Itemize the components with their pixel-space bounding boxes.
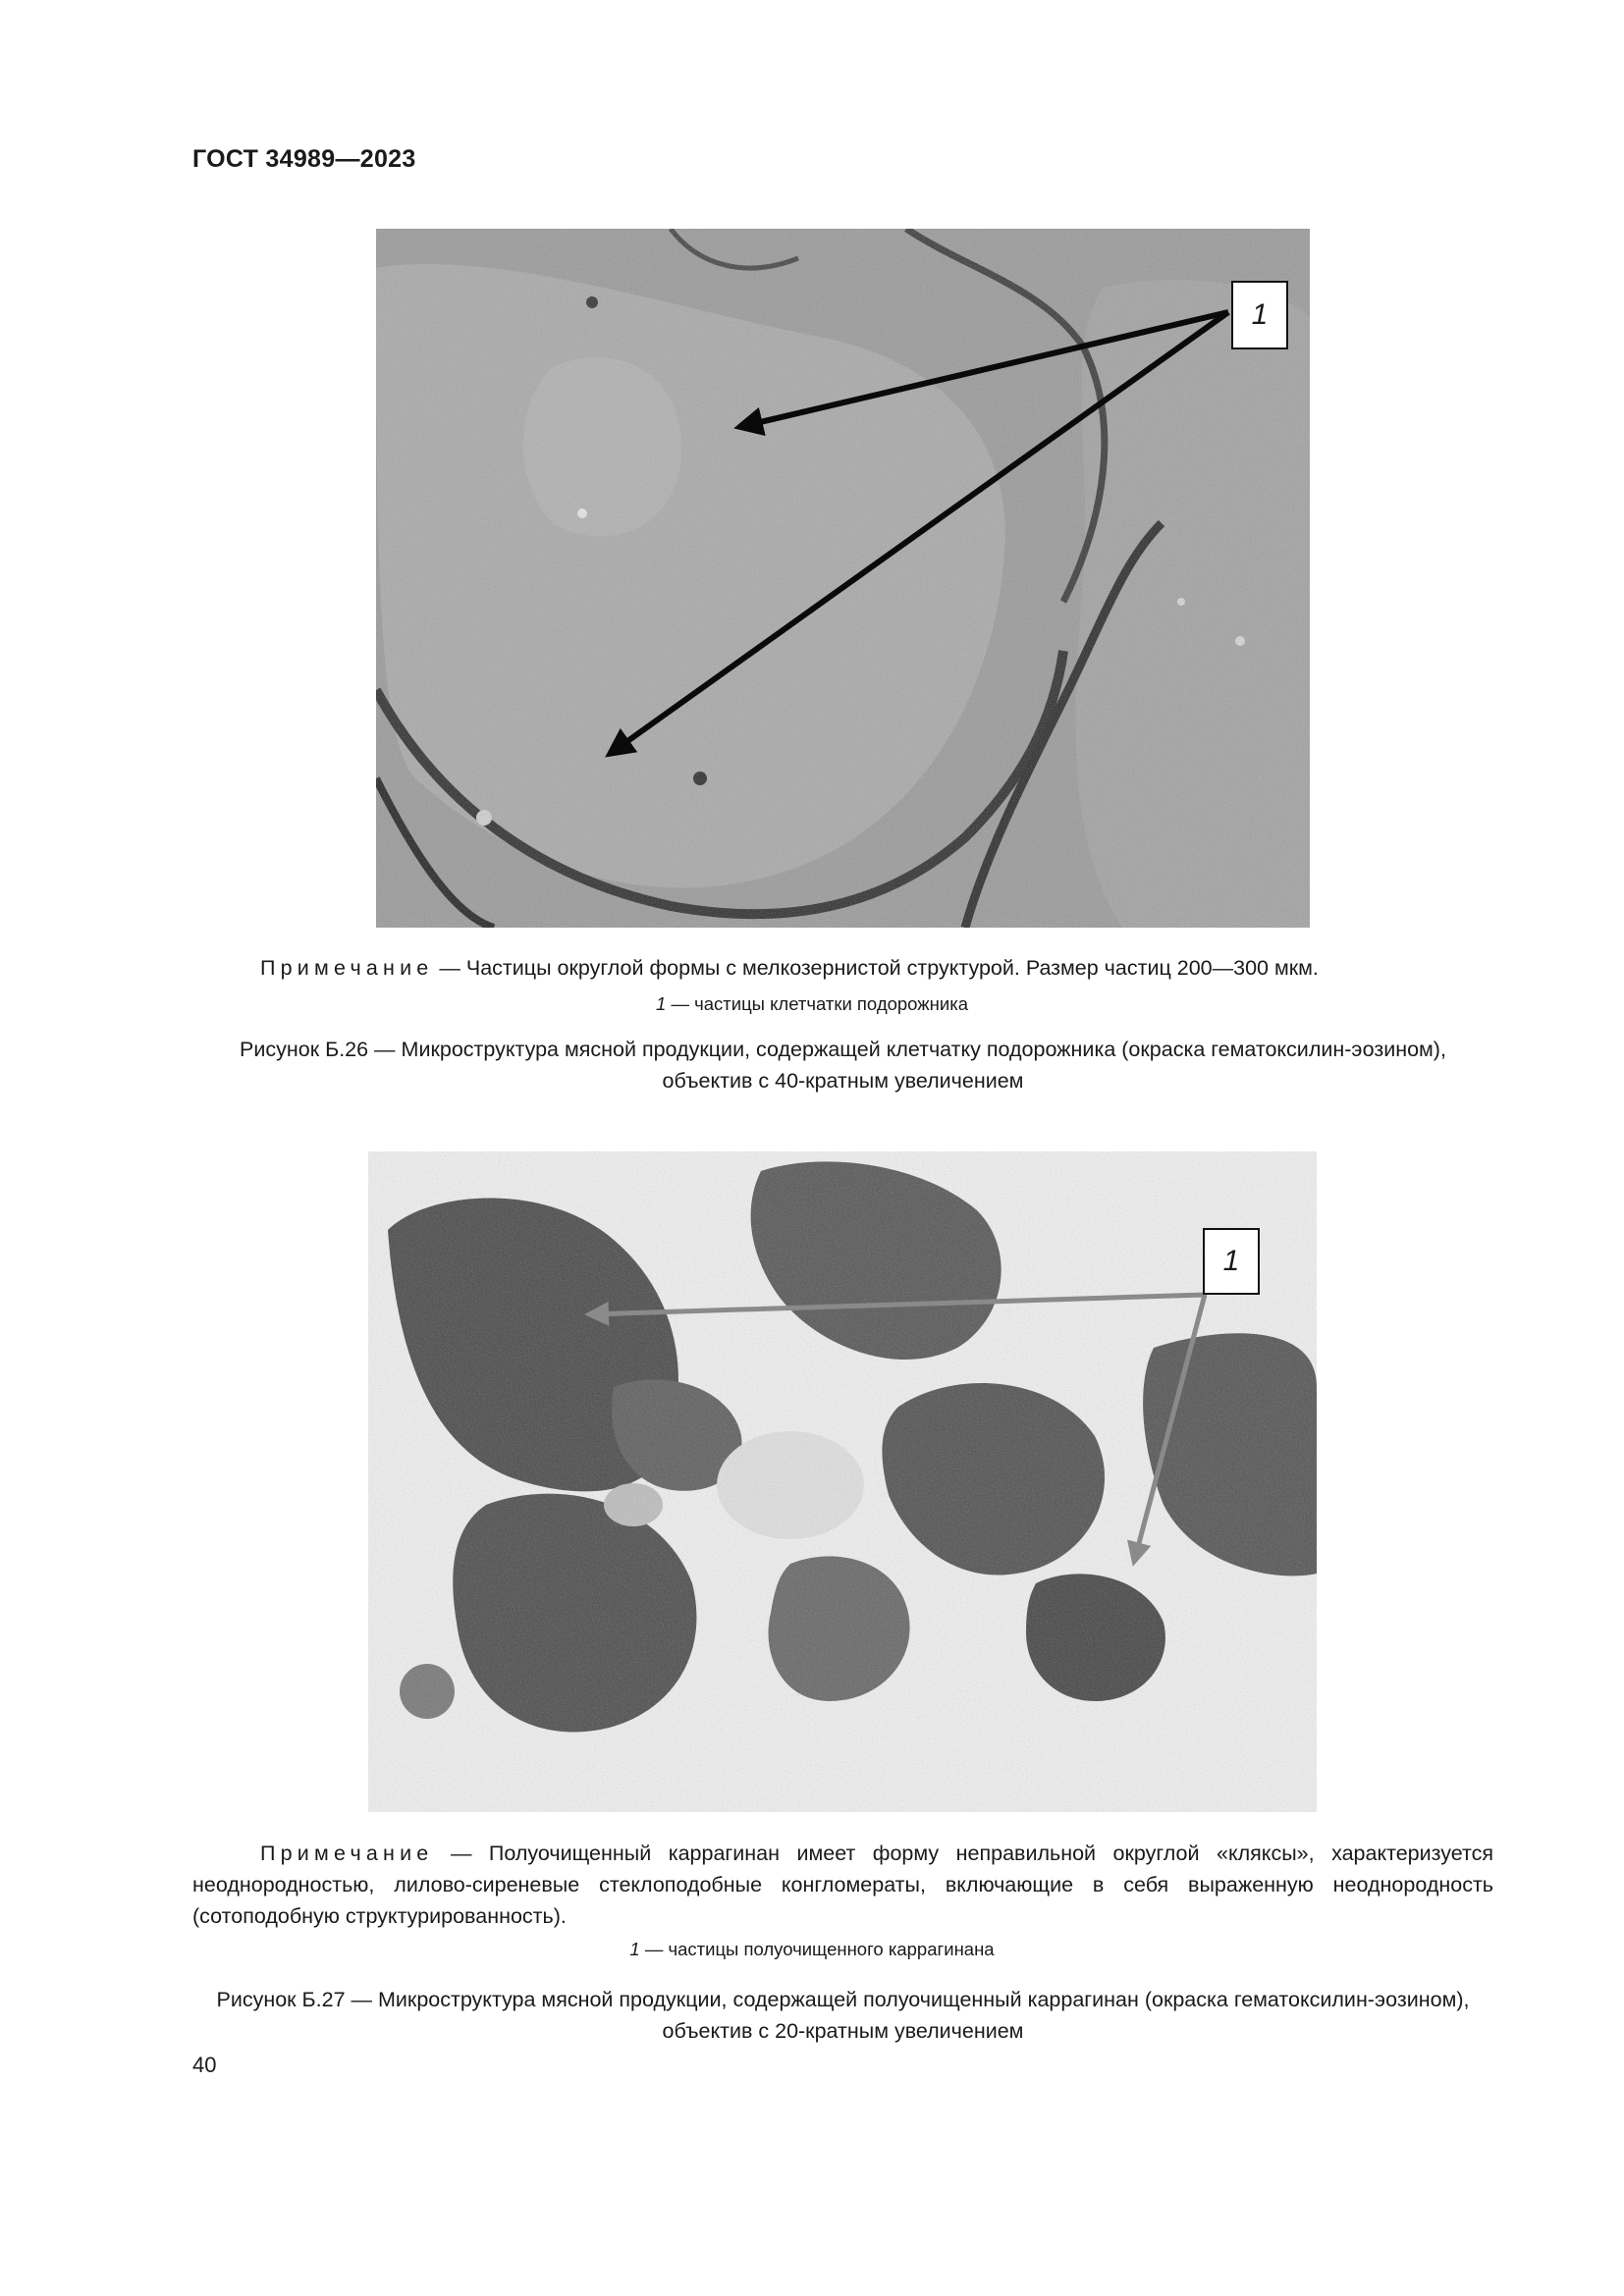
callout-label-1: 1 xyxy=(1203,1228,1260,1295)
figure-caption-b27: Рисунок Б.27 — Микроструктура мясной продукции, содержащей полуочищенный каррагинан (окраска гематоксилин-эозином), объектив с 20-кратным увеличением xyxy=(216,1988,1470,2043)
note-text: — Частицы округлой формы с мелкозернистой структурой. Размер частиц 200—300 мкм. xyxy=(433,956,1319,980)
micrograph-plantain-fiber xyxy=(376,229,1310,928)
legend-number: 1 xyxy=(629,1939,640,1959)
figure-note-1 xyxy=(260,952,1497,984)
legend-text: — частицы полуочищенного каррагинана xyxy=(639,1939,995,1959)
note-text: — Полуочищенный каррагинан имеет форму неправильной округлой «кляксы», характеризуется неоднородностью, лилово-сиреневые стеклоподобные конгломераты, включающие в себя выраженную неоднородность (сотоподобную структурированность). xyxy=(192,1842,1493,1928)
document-header: ГОСТ 34989—2023 xyxy=(192,145,416,173)
micrograph-carrageenan xyxy=(368,1151,1317,1812)
callout-label-1: 1 xyxy=(1231,281,1288,349)
note-label: Примечание xyxy=(260,1842,434,1865)
legend-number: 1 xyxy=(656,993,667,1014)
figure-legend-2 xyxy=(0,1939,1624,1960)
note-label: Примечание xyxy=(260,956,434,980)
micrograph-carrageenan-image xyxy=(368,1151,1317,1812)
legend-text: — частицы клетчатки подорожника xyxy=(666,993,968,1014)
page-number: 40 xyxy=(192,2053,217,2077)
figure-legend-1 xyxy=(0,993,1624,1015)
figure-caption-b26: Рисунок Б.26 — Микроструктура мясной продукции, содержащей клетчатку подорожника (окраска гематоксилин-эозином), объектив с 40-кратным увеличением xyxy=(240,1038,1446,1093)
micrograph-plantain-image xyxy=(376,229,1310,928)
figure-note-2 xyxy=(192,1838,1493,1932)
